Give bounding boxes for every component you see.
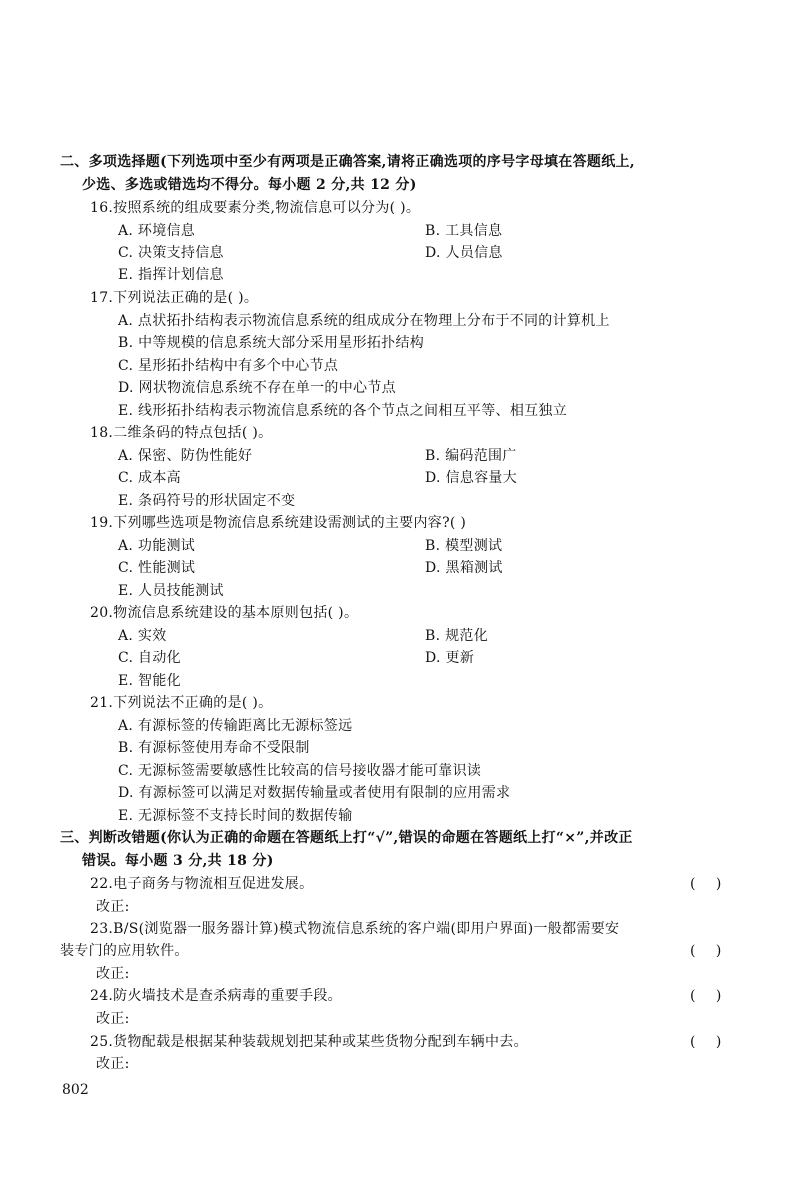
- question-21-option-e: E. 无源标签不支持长时间的数据传输: [118, 808, 353, 824]
- question-17-stem: 17.下列说法正确的是( )。: [90, 290, 259, 306]
- question-16-option-b: B. 工具信息: [425, 223, 503, 239]
- question-16-option-e: E. 指挥计划信息: [118, 267, 224, 283]
- question-20-stem: 20.物流信息系统建设的基本原则包括( )。: [90, 605, 359, 621]
- question-25-correction: 改正:: [96, 1056, 130, 1072]
- question-17-option-b: B. 中等规模的信息系统大部分采用星形拓扑结构: [118, 335, 425, 351]
- question-23-stem: 23.B/S(浏览器一服务器计算)模式物流信息系统的客户端(即用户界面)一般都需要安: [90, 921, 620, 937]
- question-19-stem: 19.下列哪些选项是物流信息系统建设需测试的主要内容?( ): [90, 515, 467, 531]
- question-18-option-b: B. 编码范围广: [425, 448, 517, 464]
- question-19-option-e: E. 人员技能测试: [118, 583, 224, 599]
- question-16-option-c: C. 决策支持信息: [118, 245, 224, 261]
- question-20-option-e: E. 智能化: [118, 673, 181, 689]
- question-21-option-b: B. 有源标签使用寿命不受限制: [118, 740, 310, 756]
- section2-title-cont: 少选、多选或错选均不得分。每小题 2 分,共 12 分): [82, 177, 417, 193]
- question-21-option-d: D. 有源标签可以满足对数据传输量或者使用有限制的应用需求: [118, 785, 511, 801]
- question-20-option-c: C. 自动化: [118, 650, 181, 666]
- question-24-stem: 24.防火墙技术是查杀病毒的重要手段。: [90, 988, 342, 1004]
- question-24-correction: 改正:: [96, 1011, 130, 1027]
- question-16-stem: 16.按照系统的组成要素分类,物流信息可以分为( )。: [90, 200, 421, 216]
- question-23-answer-paren: ( ): [690, 943, 730, 959]
- question-19-option-b: B. 模型测试: [425, 538, 503, 554]
- page-number: 802: [62, 1082, 89, 1098]
- question-18-option-d: D. 信息容量大: [425, 470, 518, 486]
- question-16-option-d: D. 人员信息: [425, 245, 503, 261]
- question-18-option-c: C. 成本高: [118, 470, 181, 486]
- question-25-answer-paren: ( ): [690, 1034, 730, 1050]
- question-18-option-a: A. 保密、防伪性能好: [118, 448, 253, 464]
- question-16-option-a: A. 环境信息: [118, 223, 196, 239]
- question-21-stem: 21.下列说法不正确的是( )。: [90, 695, 273, 711]
- question-19-option-d: D. 黑箱测试: [425, 560, 503, 576]
- question-22-stem: 22.电子商务与物流相互促进发展。: [90, 876, 314, 892]
- question-20-option-a: A. 实效: [118, 628, 167, 644]
- question-20-option-b: B. 规范化: [425, 628, 488, 644]
- question-24-answer-paren: ( ): [690, 988, 730, 1004]
- question-17-option-c: C. 星形拓扑结构中有多个中心节点: [118, 358, 339, 374]
- question-23-correction: 改正:: [96, 966, 130, 982]
- question-17-option-e: E. 线形拓扑结构表示物流信息系统的各个节点之间相互平等、相互独立: [118, 403, 568, 419]
- question-18-stem: 18.二维条码的特点包括( )。: [90, 425, 273, 441]
- question-21-option-a: A. 有源标签的传输距离比无源标签远: [118, 718, 353, 734]
- question-22-correction: 改正:: [96, 899, 130, 915]
- question-21-option-c: C. 无源标签需要敏感性比较高的信号接收器才能可靠识读: [118, 763, 482, 779]
- section3-title: 三、判断改错题(你认为正确的命题在答题纸上打“√”,错误的命题在答题纸上打“×”,并改正: [60, 830, 633, 846]
- section3-title-cont: 错误。每小题 3 分,共 18 分): [82, 853, 274, 869]
- section2-title: 二、多项选择题(下列选项中至少有两项是正确答案,请将正确选项的序号字母填在答题纸上,: [60, 154, 635, 170]
- question-17-option-a: A. 点状拓扑结构表示物流信息系统的组成成分在物理上分布于不同的计算机上: [118, 313, 610, 329]
- question-17-option-d: D. 网状物流信息系统不存在单一的中心节点: [118, 380, 396, 396]
- question-18-option-e: E. 条码符号的形状固定不变: [118, 493, 296, 509]
- question-19-option-a: A. 功能测试: [118, 538, 196, 554]
- question-22-answer-paren: ( ): [690, 876, 730, 892]
- question-25-stem: 25.货物配载是根据某种装载规划把某种或某些货物分配到车辆中去。: [90, 1034, 528, 1050]
- question-23-stem-cont: 装专门的应用软件。: [60, 943, 189, 959]
- question-20-option-d: D. 更新: [425, 650, 475, 666]
- question-19-option-c: C. 性能测试: [118, 560, 196, 576]
